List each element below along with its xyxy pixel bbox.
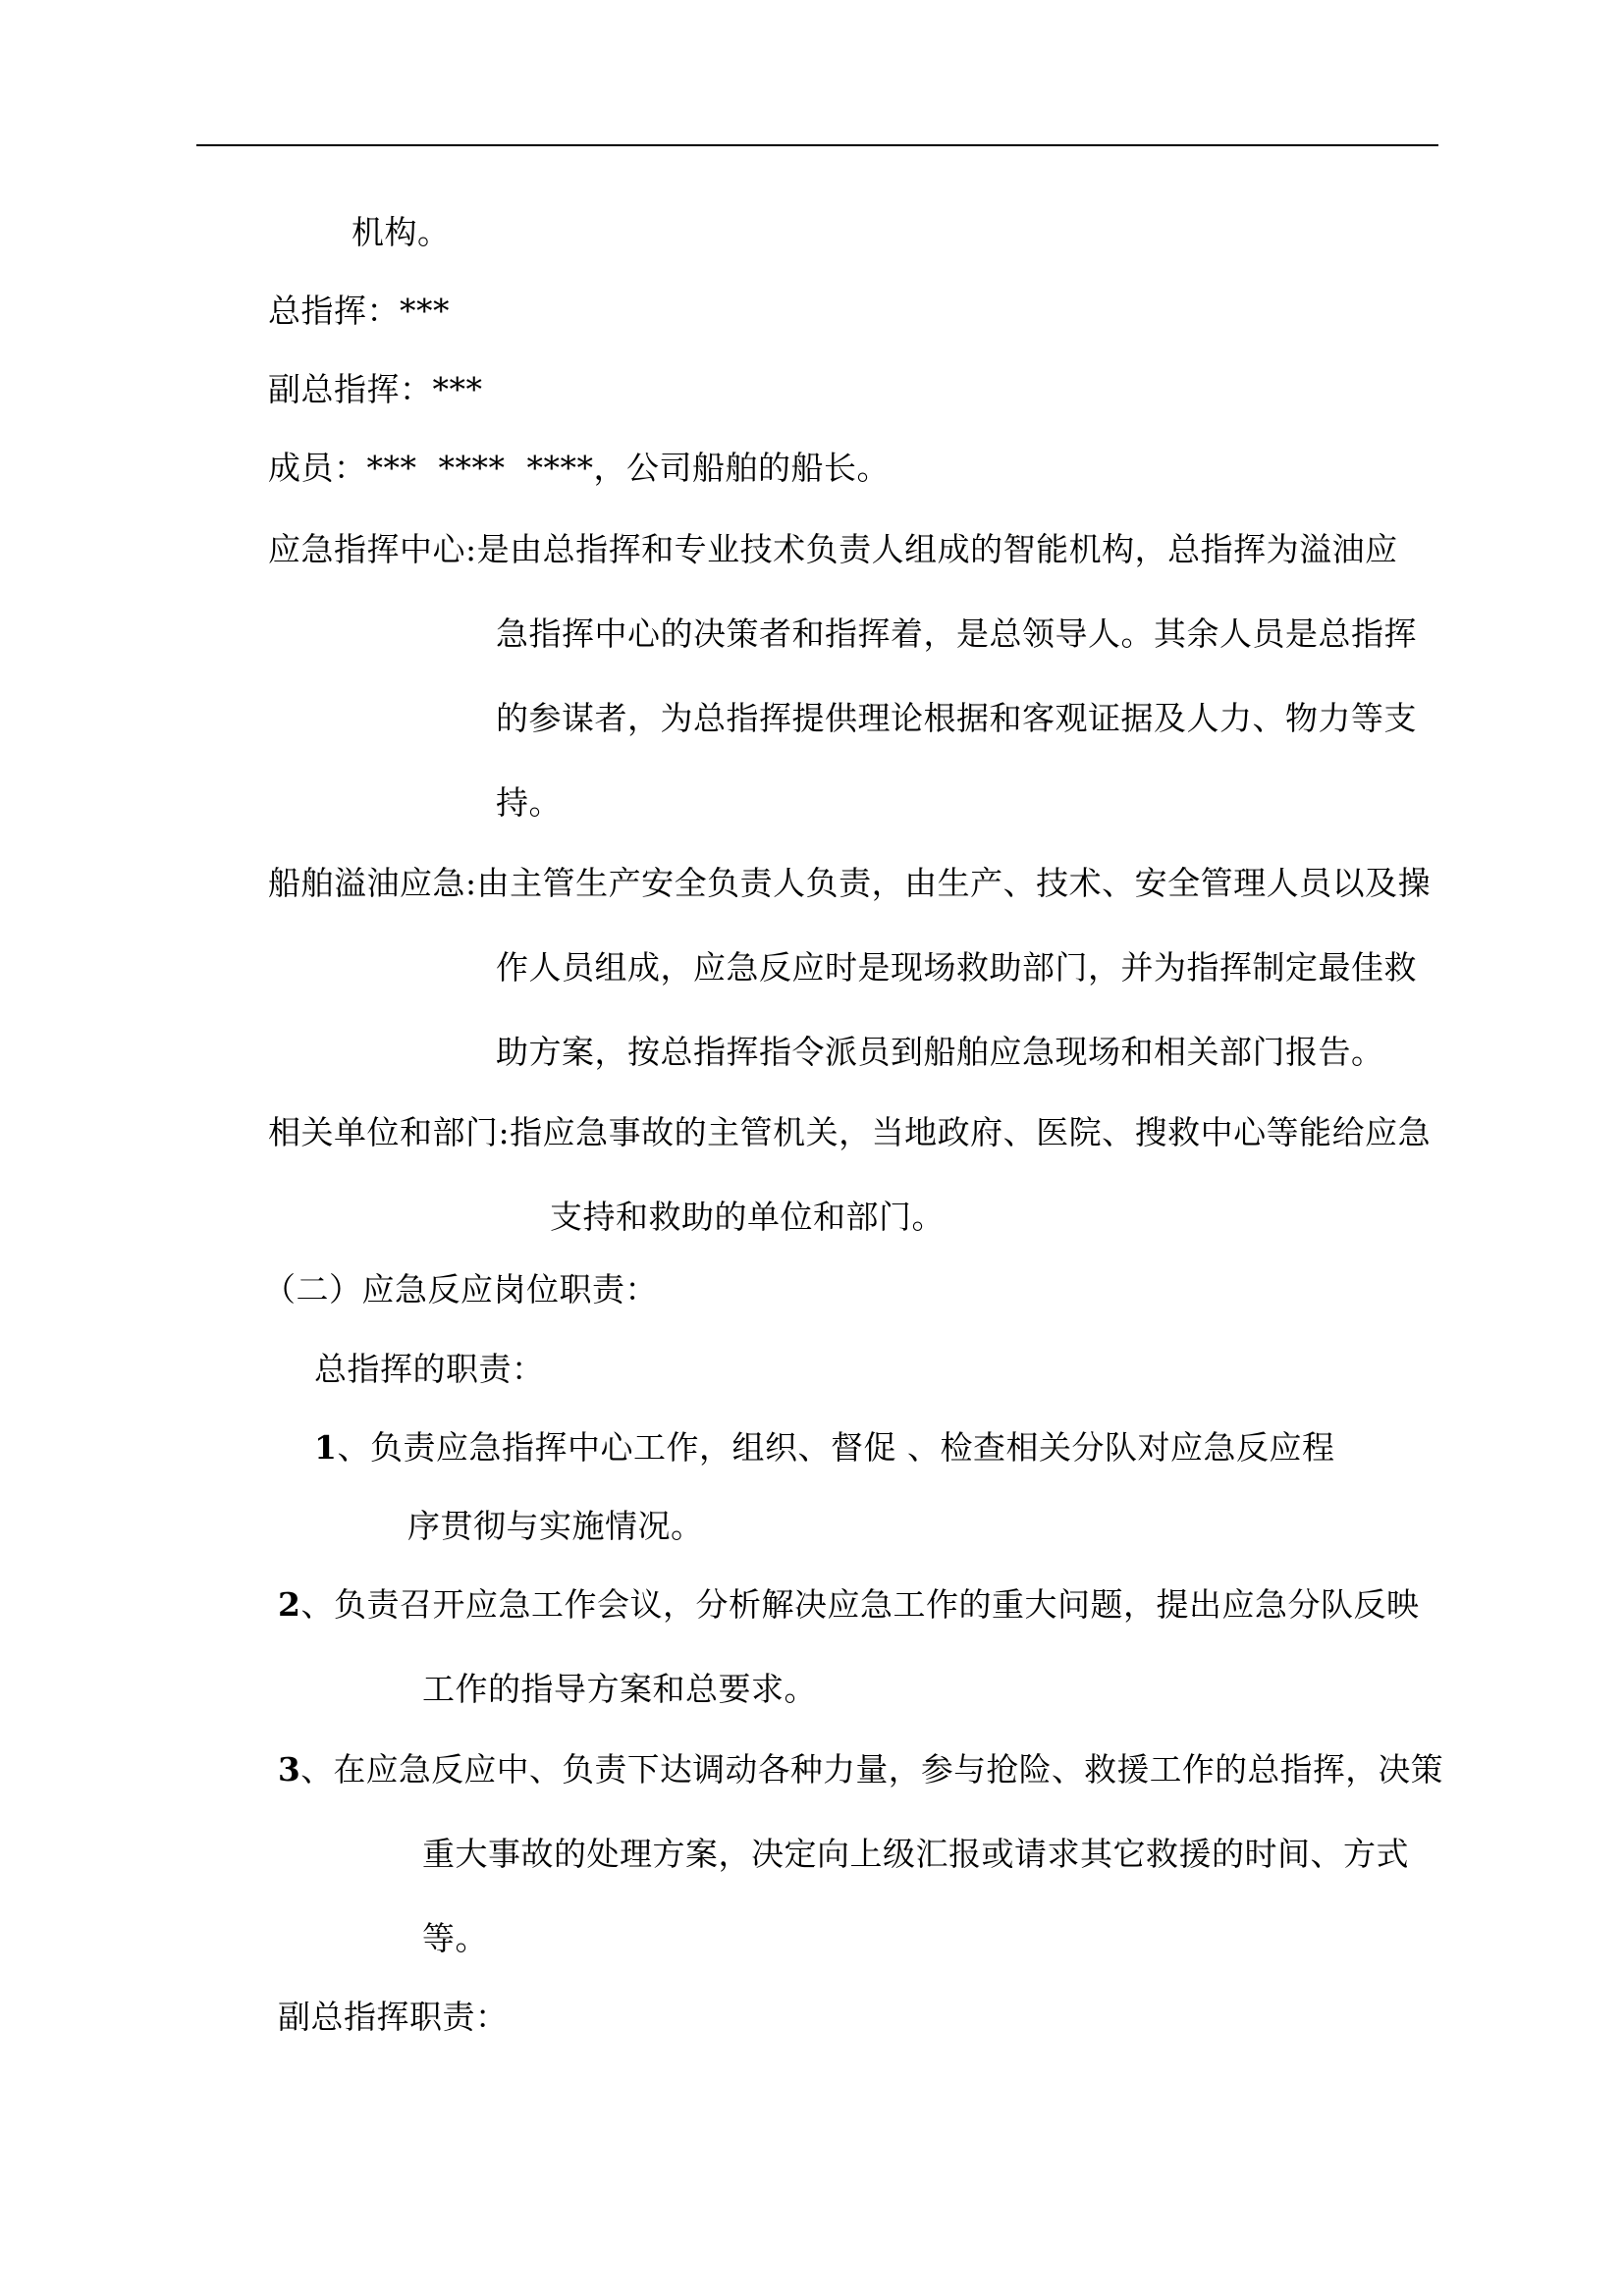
duty-item-1 [314,1428,1334,1468]
duty-text: 工作的指导方案和总要求。 [422,1670,817,1708]
duty-number: 2 [278,1585,301,1624]
chief-commander-line [268,292,450,331]
deputy-commander-value: *** [432,370,483,408]
definition-term: 相关单位和部门: [268,1113,511,1151]
duty-number: 1 [314,1428,338,1467]
chief-commander-label: 总指挥： [268,292,400,330]
duty-text: 序贯彻与实施情况。 [407,1507,704,1545]
deputy-duties-heading: 副总指挥职责： [278,1998,509,2036]
definition-command-center [268,530,1398,569]
definition-text: 作人员组成，应急反应时是现场救助部门，并为指挥制定最佳救 [496,948,1417,987]
members-value: *** **** ****，公司船舶的船长。 [366,449,890,487]
definition-text: 由主管生产安全负责人负责，由生产、技术、安全管理人员以及操 [476,864,1432,902]
members-line [268,449,890,488]
duty-text: 、在应急反应中、负责下达调动各种力量，参与抢险、救援工作的总指挥，决策 [300,1750,1443,1789]
deputy-commander-line [268,370,483,409]
definition-term: 应急指挥中心: [268,530,477,568]
definition-text: 持。 [496,783,562,822]
definition-text: 助方案，按总指挥指令派员到船舶应急现场和相关部门报告。 [496,1033,1384,1071]
definition-term: 船舶溢油应急: [268,864,477,902]
duty-text: 等。 [422,1919,488,1957]
definition-oil-spill [268,864,1431,903]
continuation-text: 机构。 [352,213,451,251]
deputy-commander-label: 副总指挥： [268,370,433,408]
duty-text: 、负责召开应急工作会议，分析解决应急工作的重大问题，提出应急分队反映 [300,1585,1420,1624]
section-heading: （二）应急反应岗位职责： [263,1270,658,1308]
header-rule [196,144,1438,146]
duty-text: 重大事故的处理方案，决定向上级汇报或请求其它救援的时间、方式 [422,1835,1409,1873]
duty-number: 3 [278,1750,301,1789]
definition-related-units [268,1113,1431,1152]
definition-text: 的参谋者，为总指挥提供理论根据和客观证据及人力、物力等支 [496,699,1417,737]
duty-item-2 [278,1585,1419,1625]
definition-text: 是由总指挥和专业技术负责人组成的智能机构，总指挥为溢油应 [476,530,1398,568]
members-label: 成员： [268,449,367,487]
chief-commander-value: *** [400,292,450,330]
sub-heading: 总指挥的职责： [314,1350,545,1388]
duty-item-3 [278,1750,1443,1789]
definition-text: 指应急事故的主管机关，当地政府、医院、搜救中心等能给应急 [510,1113,1432,1151]
definition-text: 支持和救助的单位和部门。 [550,1198,945,1236]
definition-text: 急指挥中心的决策者和指挥着，是总领导人。其余人员是总指挥 [496,614,1417,653]
duty-text: 、负责应急指挥中心工作，组织、督促 、检查相关分队对应急反应程 [337,1428,1335,1467]
